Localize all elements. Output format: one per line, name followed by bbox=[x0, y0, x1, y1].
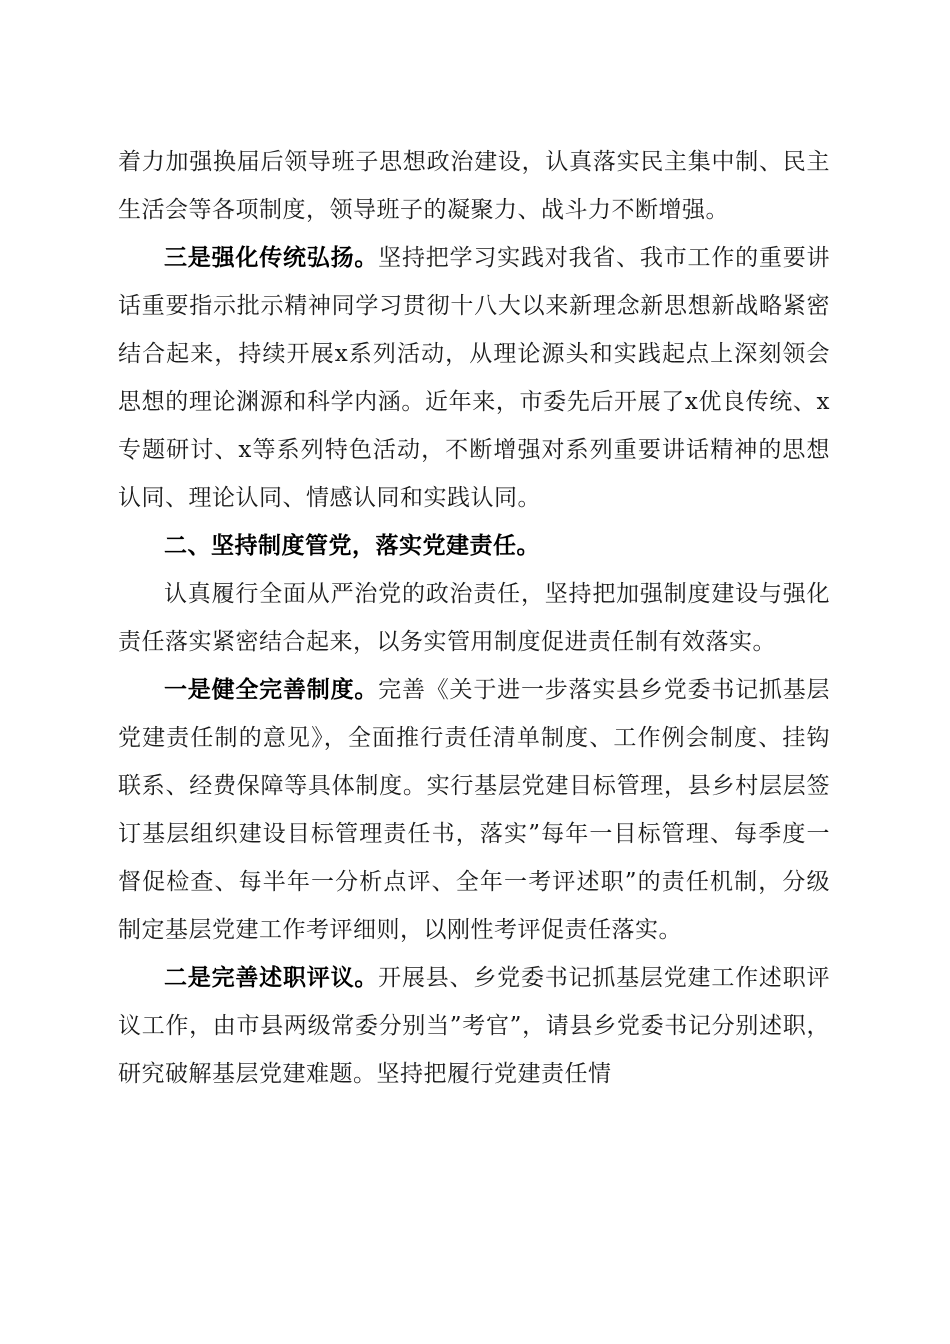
paragraph-lead: 一是健全完善制度。 bbox=[164, 676, 379, 703]
paragraph-tradition bbox=[118, 234, 830, 522]
paragraph-text: 完善《关于进一步落实县乡党委书记抓基层党建责任制的意见》，全面推行责任清单制度、工作例会制度、挂钩联系、经费保障等具体制度。实行基层党建目标管理，县乡村层层签订基层组织建设目标管理责任书，落实”每年一目标管理、每季度一督促检查、每半年一分析点评、全年一考评述职”的责任机制，分级制定基层党建工作考评细则，以刚性考评促责任落实。 bbox=[118, 677, 831, 943]
section-heading bbox=[118, 522, 830, 570]
paragraph-section-intro bbox=[118, 570, 830, 666]
paragraph-system bbox=[118, 666, 830, 954]
section-heading-text: 二、坚持制度管党，落实党建责任。 bbox=[164, 533, 540, 559]
paragraph-continuation bbox=[118, 138, 830, 234]
paragraph-lead: 二是完善述职评议。 bbox=[164, 964, 379, 991]
paragraph-text: 坚持把学习实践对我省、我市工作的重要讲话重要指示批示精神同学习贯彻十八大以来新理念新思想新战略紧密结合起来，持续开展x系列活动，从理论源头和实践起点上深刻领会思想的理论渊源和科学内涵。近年来，市委先后开展了x优良传统、x专题研讨、x等系列特色活动，不断增强对系列重要讲话精神的思想认同、理论认同、情感认同和实践认同。 bbox=[118, 245, 831, 511]
paragraph-text: 着力加强换届后领导班子思想政治建设，认真落实民主集中制、民主生活会等各项制度，领导班子的凝聚力、战斗力不断增强。 bbox=[118, 149, 830, 223]
paragraph-lead: 三是强化传统弘扬。 bbox=[164, 244, 379, 271]
paragraph-review bbox=[118, 954, 830, 1098]
paragraph-text: 认真履行全面从严治党的政治责任，坚持把加强制度建设与强化责任落实紧密结合起来，以务实管用制度促进责任制有效落实。 bbox=[118, 581, 830, 655]
document-body bbox=[118, 138, 830, 1098]
paragraph-text: 开展县、乡党委书记抓基层党建工作述职评议工作，由市县两级常委分别当”考官”，请县乡党委书记分别述职，研究破解基层党建难题。坚持把履行党建责任情 bbox=[118, 965, 831, 1087]
